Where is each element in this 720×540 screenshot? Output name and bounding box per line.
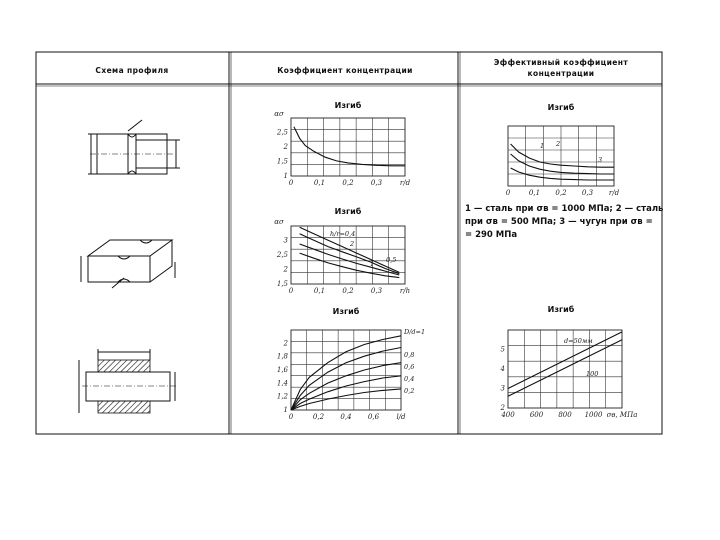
x-tick-label: 0,2	[555, 189, 567, 197]
material-note-line3: = 290 МПа	[465, 230, 518, 240]
sketch-pressfit-hub	[79, 349, 176, 413]
x-tick-label: r/h	[399, 287, 411, 295]
chart-effective-pressfit	[500, 304, 638, 419]
x-tick-label: 0,3	[370, 287, 383, 295]
x-tick-label: 0,3	[581, 189, 594, 197]
curve-label: 0,6	[404, 363, 415, 371]
series-line	[508, 340, 622, 397]
sketch-shaft-groove	[88, 120, 180, 174]
chart-bending-notched-plate	[274, 206, 410, 295]
chart-title: Изгиб	[547, 103, 575, 112]
series-line	[300, 244, 400, 275]
x-tick-label: 0,3	[370, 179, 383, 187]
curve-label: D/d=1	[404, 328, 426, 336]
sketch-notched-plate	[81, 240, 175, 288]
y-axis-label: ασ	[274, 218, 284, 226]
chart-title: Изгиб	[334, 207, 362, 216]
chart-bending-pressfit	[277, 306, 425, 421]
x-tick-label: 1000	[584, 411, 603, 419]
y-tick-label: 1	[283, 172, 288, 180]
x-tick-label: l/d	[396, 413, 406, 421]
curve-label: 0,4	[404, 375, 415, 383]
plot-frame	[291, 330, 401, 410]
curve-label: d=50мм	[564, 337, 593, 345]
chart-title: Изгиб	[332, 307, 360, 316]
x-tick-label: 800	[558, 411, 572, 419]
chart-title: Изгиб	[334, 101, 362, 110]
y-tick-label: 1	[283, 406, 288, 414]
y-tick-label: 4	[500, 365, 505, 373]
y-tick-label: 5	[500, 345, 505, 354]
x-tick-label: 600	[529, 411, 544, 419]
curve-label: 2	[350, 240, 355, 248]
y-tick-label: 1,2	[276, 392, 288, 401]
x-tick-label: 0,2	[312, 413, 325, 421]
chart-title: Изгиб	[547, 305, 575, 314]
curve-label: 100	[586, 370, 599, 378]
x-tick-label: 0	[288, 413, 294, 421]
chart-bending-shaft-groove	[274, 100, 410, 187]
y-tick-label: 1,8	[276, 352, 288, 361]
x-tick-label: 0	[505, 189, 511, 197]
series-line	[294, 127, 405, 166]
header-profile: Схема профиля	[95, 66, 169, 75]
x-tick-label: 0,4	[340, 413, 352, 421]
material-note-line1: 1 — сталь при σв = 1000 МПа; 2 — сталь	[465, 204, 664, 214]
curve-label: 0,8	[404, 351, 415, 359]
header-coefficient: Коэффициент концентрации	[277, 66, 413, 75]
y-tick-label: 1,5	[276, 280, 288, 288]
curve-label: h/r=0,4	[330, 230, 356, 238]
y-tick-label: 3	[500, 384, 505, 393]
y-axis-label: ασ	[274, 110, 284, 118]
curve-label: 2	[556, 140, 561, 148]
x-tick-label: 400	[501, 411, 515, 419]
x-tick-label: 0,1	[313, 179, 326, 187]
x-tick-label: 0,1	[528, 189, 541, 197]
x-tick-label: r/d	[399, 179, 411, 187]
y-tick-label: 2	[283, 143, 288, 151]
material-note-line2: при σв = 500 МПа; 3 — чугун при σв =	[465, 217, 653, 227]
header-effective-line1: Эффективный коэффициент	[493, 58, 629, 67]
chart-grid	[291, 330, 401, 410]
curve-label: 1	[370, 260, 375, 268]
curve-label: 0,5	[386, 256, 397, 264]
y-tick-label: 2	[283, 339, 288, 348]
header-effective-line2: концентрации	[527, 69, 595, 78]
curve-label: 3	[598, 156, 603, 164]
y-tick-label: 2,5	[276, 128, 288, 137]
y-tick-label: 2,5	[276, 251, 288, 259]
chart-effective-groove	[506, 102, 620, 197]
y-tick-label: 2	[283, 265, 288, 274]
curve-label: 1	[540, 142, 545, 150]
x-tick-label: σв, МПа	[606, 411, 638, 419]
y-tick-label: 2	[500, 404, 505, 412]
x-tick-label: 0,1	[313, 287, 326, 295]
curve-label: 0,2	[404, 387, 415, 395]
x-tick-label: r/d	[608, 189, 620, 197]
x-tick-label: 0,2	[342, 287, 354, 295]
y-tick-label: 1,5	[276, 157, 288, 166]
y-tick-label: 3	[283, 236, 288, 245]
series-line	[291, 376, 401, 410]
x-tick-label: 0,2	[342, 179, 354, 187]
y-tick-label: 1,6	[276, 366, 288, 374]
series-line	[291, 348, 401, 411]
x-tick-label: 0	[288, 287, 294, 295]
y-tick-label: 1,4	[276, 379, 288, 388]
x-tick-label: 0,6	[367, 413, 380, 421]
x-tick-label: 0	[288, 179, 294, 187]
